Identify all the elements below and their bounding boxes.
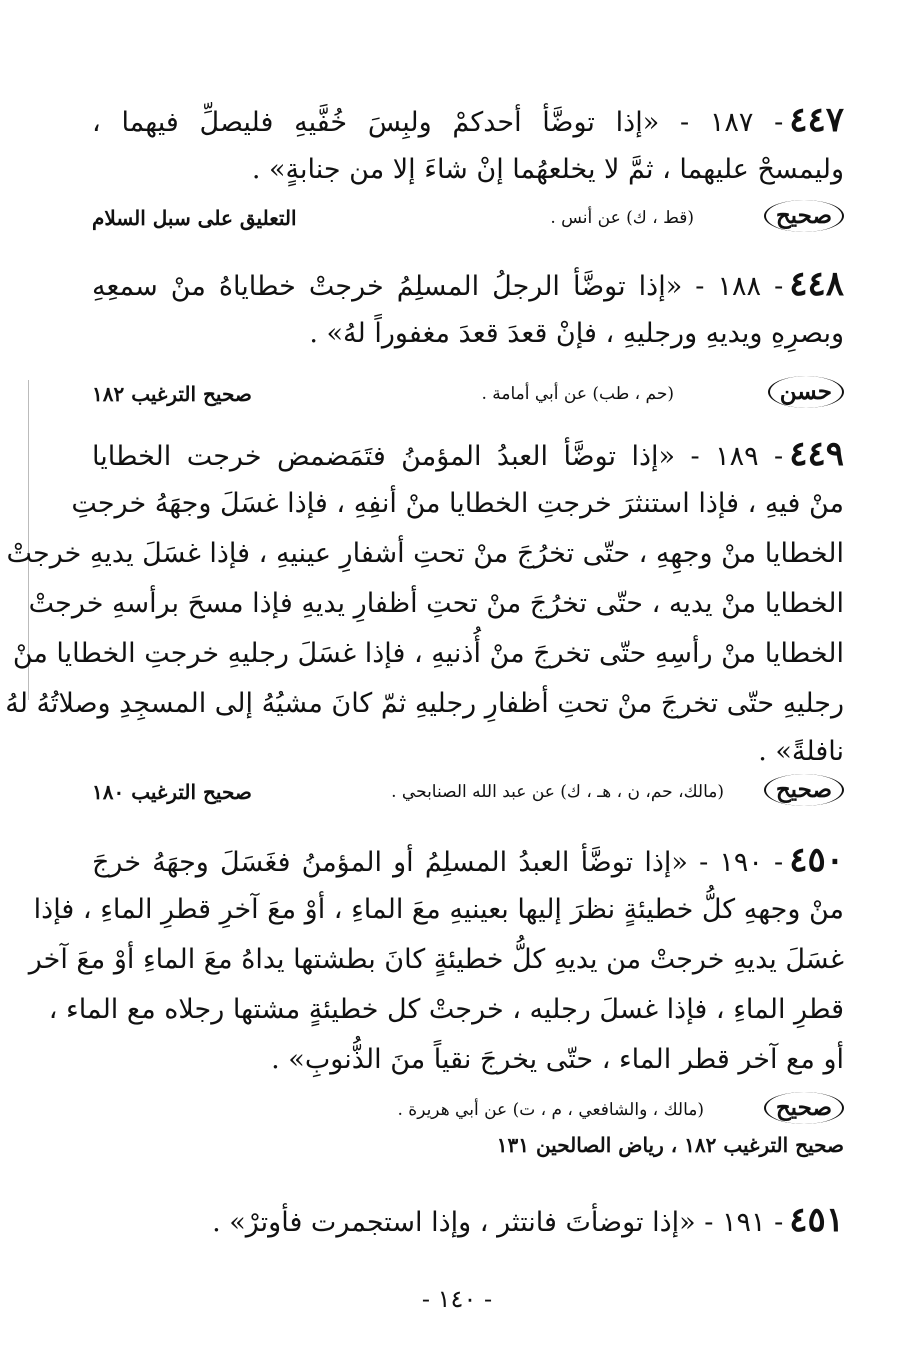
hadith-449-line-3: الخطايا منْ وجهِهِ ، حتّى تخرُجَ منْ تحتِ أشفارِ عينيهِ ، فإذا غسَلَ يديهِ خرجتْ (6, 538, 844, 569)
hadith-447-reference: التعليق على سبل السلام (92, 206, 297, 230)
hadith-450-source-row (92, 1090, 844, 1130)
hadith-447-number: ٤٤٧ (789, 100, 844, 140)
hadith-448-line-1: ٤٤٨- ١٨٨ - «إذا توضَّأ الرجلُ المسلِمُ خرجتْ خطاياهُ منْ سمعِهِ (92, 264, 844, 304)
hadith-450-line-5: أو مع آخر قطر الماء ، حتّى يخرجَ نقياً منَ الذُّنوبِ» . (271, 1044, 844, 1075)
grade-badge: صحيح (764, 1092, 844, 1124)
hadith-451-number: ٤٥١ (789, 1200, 844, 1240)
grade-badge: حسن (768, 376, 844, 408)
hadith-448-number: ٤٤٨ (789, 264, 844, 304)
hadith-451-line-1: ٤٥١- ١٩١ - «إذا توضأتَ فانتثر ، وإذا استجمرت فأوترْ» . (212, 1200, 844, 1240)
hadith-449-line-6: رجليهِ حتّى تخرجَ منْ تحتِ أظفارِ رجليهِ ثمّ كانَ مشيُهُ إلى المسجِدِ وصلاتُهُ لهُ (5, 688, 844, 719)
grade-badge: صحيح (764, 774, 844, 806)
hadith-448-source-row (92, 374, 844, 414)
hadith-450-number: ٤٥٠ (789, 840, 844, 880)
hadith-449-line-5: الخطايا منْ رأسِهِ حتّى تخرجَ منْ أُذنيهِ ، فإذا غسَلَ رجليهِ خرجتِ الخطايا منْ (12, 638, 844, 669)
hadith-450-citation: (مالك ، والشافعي ، م ، ت) عن أبي هريرة . (397, 1100, 704, 1120)
hadith-447-citation: (قط ، ك) عن أنس . (550, 208, 694, 228)
hadith-450-line-4: قطرِ الماءِ ، فإذا غسلَ رجليه ، خرجتْ كل خطيئةٍ مشتها رجلاه مع الماء ، (48, 994, 844, 1025)
hadith-449-source-row (92, 772, 844, 812)
hadith-450-reference: صحيح الترغيب ١٨٢ ، رياض الصالحين ١٣١ (496, 1133, 844, 1157)
hadith-450-line-1: ٤٥٠- ١٩٠ - «إذا توضَّأ العبدُ المسلِمُ أو المؤمنُ فغَسَلَ وجهَهُ خرجَ (92, 840, 844, 880)
hadith-447-line-2: وليمسحْ عليهما ، ثمَّ لا يخلعهُما إنْ شاءَ إلا من جنابةٍ» . (251, 154, 844, 185)
hadith-450-line-2: منْ وجههِ كلُّ خطيئةٍ نظرَ إليها بعينيهِ معَ الماءِ ، أوْ معَ آخرِ قطرِ الماءِ ، فإذا (33, 894, 844, 925)
hadith-449-line-1: ٤٤٩- ١٨٩ - «إذا توضَّأ العبدُ المؤمنُ فتَمَضمض خرجت الخطايا (92, 434, 844, 474)
hadith-449-line-4: الخطايا منْ يديه ، حتّى تخرُجَ منْ تحتِ أظفارِ يديهِ فإذا مسحَ برأسهِ خرجتْ (28, 588, 844, 619)
hadith-449-reference: صحيح الترغيب ١٨٠ (92, 780, 252, 804)
hadith-449-line-7: نافلةً» . (758, 736, 844, 767)
hadith-447-line-1: ٤٤٧- ١٨٧ - «إذا توضَّأ أحدكمْ ولبِسَ خُفَّيهِ فليصلِّ فيهما ، (92, 100, 844, 140)
hadith-449-number: ٤٤٩ (789, 434, 844, 474)
hadith-447-source-row (92, 198, 844, 238)
hadith-448-reference: صحيح الترغيب ١٨٢ (92, 382, 252, 406)
hadith-448-line-2: وبصرِهِ ويديهِ ورجليهِ ، فإنْ قعدَ قعدَ مغفوراً لهُ» . (309, 318, 844, 349)
hadith-449-line-2: منْ فيهِ ، فإذا استنثرَ خرجتِ الخطايا منْ أنفِهِ ، فإذا غسَلَ وجهَهُ خرجتِ (71, 488, 844, 519)
page-number: - ١٤٠ - (421, 1285, 493, 1313)
hadith-449-citation: (مالك، حم، ن ، هـ ، ك) عن عبد الله الصنابحي . (391, 782, 724, 802)
grade-badge: صحيح (764, 200, 844, 232)
hadith-448-citation: (حم ، طب) عن أبي أمامة . (481, 384, 674, 404)
hadith-450-line-3: غسَلَ يديهِ خرجتْ من يديهِ كلُّ خطيئةٍ كانَ بطشتها يداهُ معَ الماءِ أوْ معَ آخر (28, 944, 844, 975)
